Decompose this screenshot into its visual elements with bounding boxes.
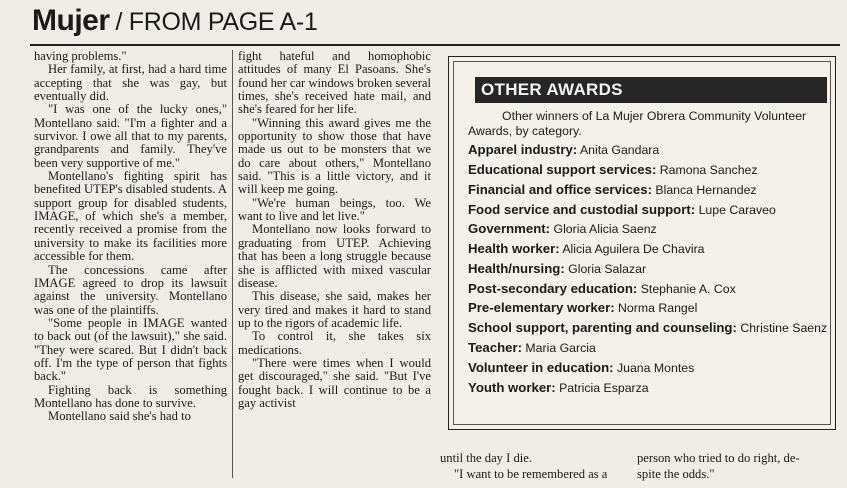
article-column-1 bbox=[34, 50, 227, 424]
paragraph: Fighting back is something Montellano has done to survive. bbox=[34, 382, 227, 410]
award-row bbox=[468, 282, 828, 297]
article-column-4-end bbox=[637, 450, 837, 482]
award-row bbox=[468, 163, 828, 178]
award-winner: Christine Saenz bbox=[740, 321, 828, 336]
award-category: Volunteer in education: bbox=[468, 359, 614, 375]
section-name: Mujer bbox=[32, 4, 110, 37]
award-winner: Juana Montes bbox=[616, 360, 695, 375]
award-category: Financial and office services: bbox=[468, 181, 652, 197]
awards-list bbox=[468, 109, 828, 400]
paragraph: To control it, she takes six medications. bbox=[238, 329, 431, 357]
award-winner: Stephanie A. Cox bbox=[640, 281, 736, 296]
award-category: Health worker: bbox=[468, 241, 560, 257]
paragraph: "Some people in IMAGE wanted to back out (of the lawsuit)," she said. "They were scared. But I didn't back off. I'm the type of person that fights back." bbox=[34, 315, 227, 384]
paragraph: Montellano's fighting spirit has benefited UTEP's disabled students. A support group for disabled students, IMAGE, of which she's a member, recently received a promise from the university to make its facilities more accessible for them. bbox=[34, 169, 227, 264]
award-row bbox=[468, 203, 828, 218]
paragraph: "Winning this award gives me the opportunity to show those that have made us out to be monsters that we do care about others," Montellano said. "This is a little victory, and it will keep me going. bbox=[238, 115, 431, 197]
award-winner: Gloria Alicia Saenz bbox=[553, 222, 657, 237]
award-winner: Blanca Hernandez bbox=[655, 182, 757, 197]
award-row bbox=[468, 301, 828, 316]
award-category: School support, parenting and counseling: bbox=[468, 320, 737, 336]
award-row bbox=[468, 361, 828, 376]
awards-intro: Other winners of La Mujer Obrera Community Volunteer Awards, by category. bbox=[468, 109, 807, 138]
award-winner: Gloria Salazar bbox=[568, 261, 647, 276]
column-divider bbox=[232, 50, 233, 478]
paragraph: "We're human beings, too. We want to live and let live." bbox=[238, 195, 431, 224]
paragraph: Her family, at first, had a hard time accepting that she was gay, but eventually did. bbox=[34, 62, 227, 104]
award-winner: Lupe Caraveo bbox=[698, 202, 776, 217]
text-line: spite the odds." bbox=[637, 467, 715, 481]
award-row bbox=[468, 262, 828, 277]
paragraph: Montellano now looks forward to graduating from UTEP. Achieving that has been a long struggle because she is afflicted with mixed vascular disease. bbox=[238, 222, 431, 290]
text-line: person who tried to do right, de- bbox=[637, 451, 800, 465]
award-winner: Norma Rangel bbox=[618, 301, 698, 316]
award-category: Teacher: bbox=[468, 340, 522, 355]
paragraph: fight hateful and homophobic attitudes of many El Pasoans. She's found her car windows broken several times, she's received hate mail, and she's feared for her life. bbox=[238, 49, 431, 117]
awards-box-title: OTHER AWARDS bbox=[475, 77, 827, 103]
award-category: Post-secondary education: bbox=[468, 280, 638, 296]
paragraph: having problems." bbox=[34, 49, 127, 63]
award-winner: Ramona Sanchez bbox=[659, 162, 758, 177]
jump-line: / FROM PAGE A-1 bbox=[115, 8, 318, 36]
award-category: Educational support services: bbox=[468, 161, 657, 177]
text-line: "I want to be remembered as a bbox=[454, 467, 608, 481]
award-row bbox=[468, 143, 828, 158]
award-row bbox=[468, 381, 828, 396]
award-winner: Maria Garcia bbox=[525, 341, 596, 355]
award-category: Health/nursing: bbox=[468, 260, 565, 276]
paragraph: Montellano said she's had to bbox=[48, 409, 191, 424]
award-row bbox=[468, 183, 828, 198]
award-category: Youth worker: bbox=[468, 379, 556, 395]
top-rule bbox=[30, 44, 840, 46]
award-row bbox=[468, 341, 828, 356]
masthead bbox=[32, 4, 318, 40]
paragraph: "I was one of the lucky ones," Montellano said. "I'm a fighter and a survivor. I owe all that to my parents, grandparents and family. They've been very supportive of me." bbox=[34, 102, 227, 170]
award-category: Apparel industry: bbox=[468, 142, 578, 158]
award-row bbox=[468, 222, 828, 237]
award-row bbox=[468, 321, 828, 336]
paragraph: The concessions came after IMAGE agreed to drop its lawsuit against the university. Montellano was one of the plaintiffs. bbox=[34, 262, 227, 317]
award-category: Pre-elementary worker: bbox=[468, 300, 615, 316]
award-row bbox=[468, 242, 828, 257]
paragraph: "There were times when I would get discouraged," she said. "But I've fought back. I will continue to be a gay activist bbox=[238, 355, 431, 410]
award-winner: Alicia Aguilera De Chavira bbox=[562, 242, 705, 257]
paragraph: This disease, she said, makes her very tired and makes it hard to stand up to the rigors of academic life. bbox=[238, 289, 431, 330]
award-category: Food service and custodial support: bbox=[468, 201, 696, 217]
article-column-3-end bbox=[440, 450, 625, 482]
award-winner: Patricia Esparza bbox=[559, 380, 649, 395]
text-line: until the day I die. bbox=[440, 451, 532, 465]
article-column-2 bbox=[238, 50, 431, 410]
award-winner: Anita Gandara bbox=[579, 143, 660, 158]
award-category: Government: bbox=[468, 221, 551, 237]
